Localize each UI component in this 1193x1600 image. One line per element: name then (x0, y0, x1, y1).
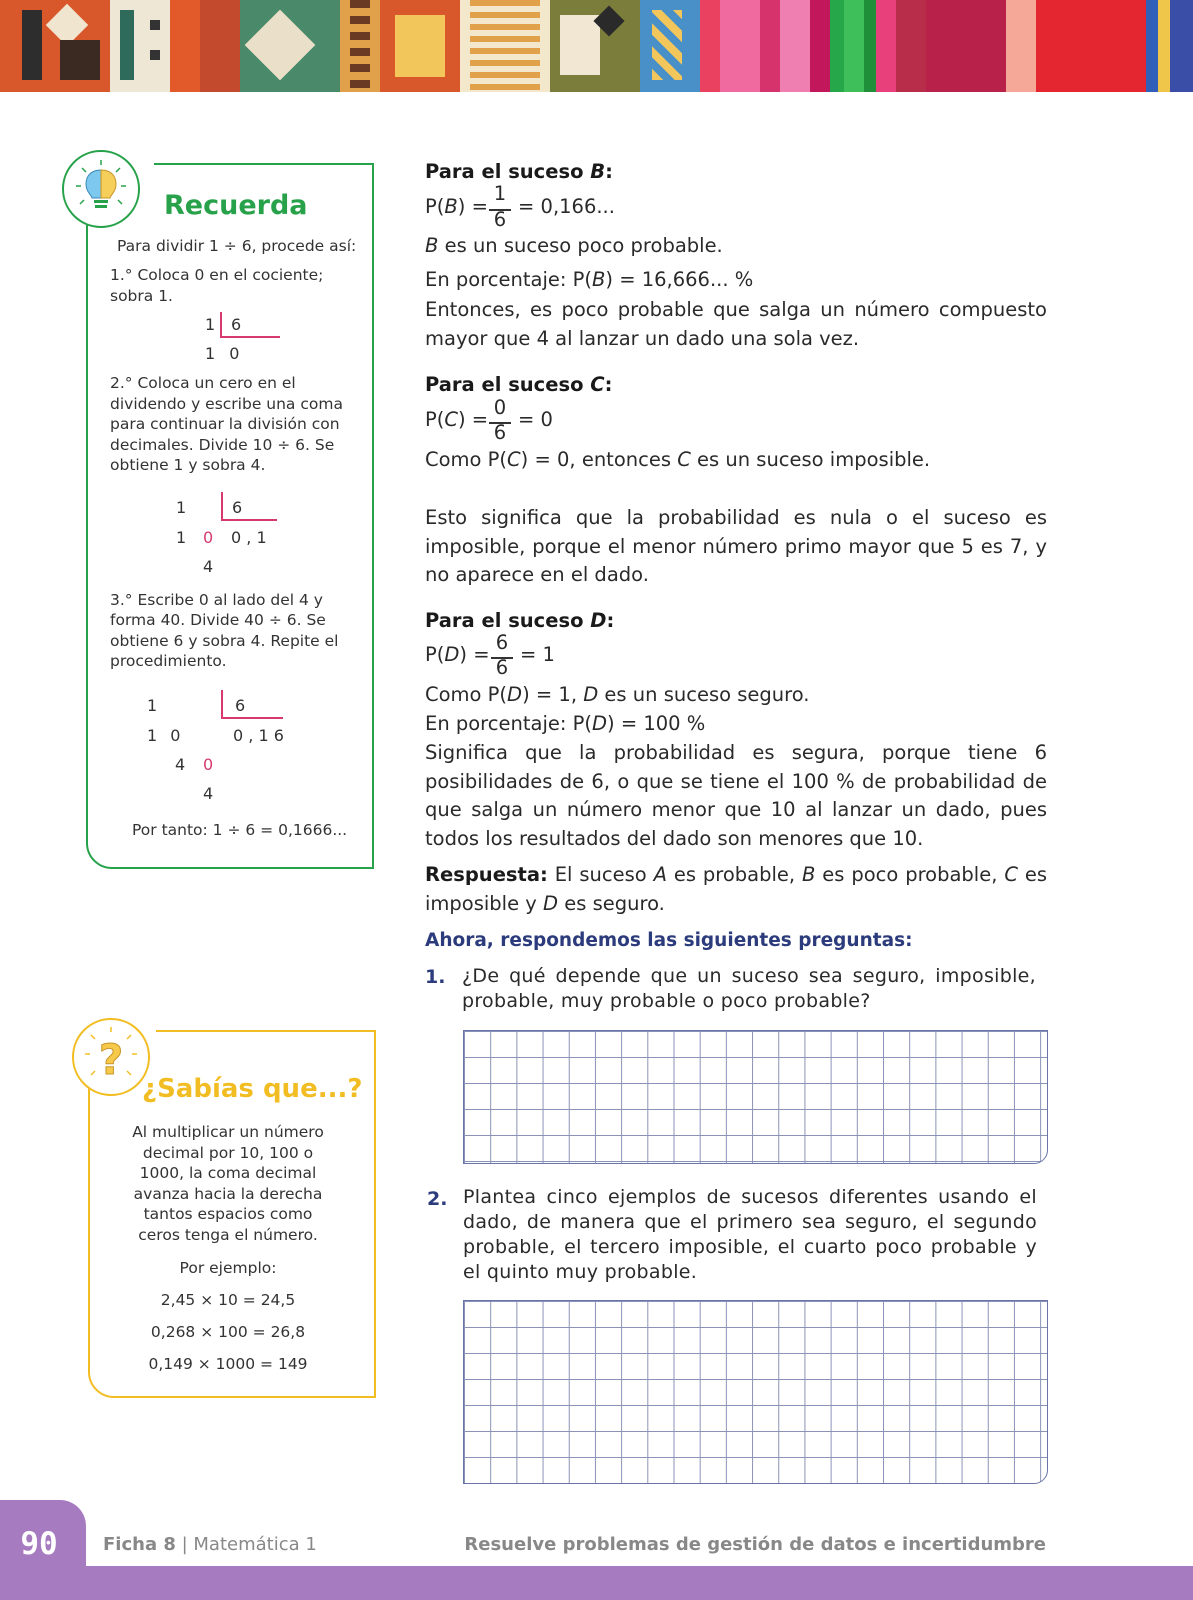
recuerda-step3-line4: procedimiento. (110, 652, 227, 670)
questions-heading: Ahora, respondemos las siguientes preguntas: (425, 930, 913, 951)
recuerda-step2-line3: para continuar la división con (110, 415, 340, 433)
recuerda-step1-line1: 1.° Coloca 0 en el cociente; (110, 266, 324, 284)
div2-quotient: 0 , 1 (231, 528, 267, 547)
recuerda-step3-line2: forma 40. Divide 40 ÷ 6. Se (110, 611, 326, 629)
brain-lightbulb-icon (64, 152, 138, 226)
div3-dividend: 1 (147, 696, 158, 715)
div3-remainder: 4 (203, 784, 214, 803)
sabias-line5: tantos espacios como (143, 1205, 313, 1223)
paragraph-c: Esto significa que la probabilidad es nula o el suceso es imposible, porque el menor número primo mayor que 5 es 7, y no aparece en el dado. (425, 506, 1047, 586)
formula-c-left: P(C) = (425, 408, 489, 431)
div2-divisor: 6 (232, 498, 243, 517)
svg-text:?: ? (98, 1035, 124, 1084)
sabias-line6: ceros tenga el número. (138, 1226, 318, 1244)
formula-b-left: P(B) = (425, 195, 488, 218)
recuerda-title: Recuerda (164, 190, 308, 221)
question-2-number: 2. (427, 1188, 448, 1210)
div1-divisor: 6 (231, 315, 242, 334)
sabias-line2: decimal por 10, 100 o (142, 1144, 314, 1162)
paragraph-b: Entonces, es poco probable que salga un número compuesto mayor que 4 al lanzar un dado una sola vez. (425, 298, 1047, 350)
footer-ficha: Ficha 8 | Matemática 1 (103, 1534, 317, 1555)
question-1-number: 1. (425, 966, 446, 988)
heading-suceso-c: Para el suceso C: (425, 373, 613, 396)
div1-dividend: 1 (205, 315, 216, 334)
recuerda-intro: Para dividir 1 ÷ 6, procede así: (117, 237, 357, 255)
div2-row2a: 1 (176, 528, 187, 547)
sabias-line1: Al multiplicar un número (132, 1123, 324, 1141)
div1-row2: 1 0 (205, 344, 240, 363)
formula-c-right: = 0 (518, 408, 553, 431)
sabias-example-3: 0,149 × 1000 = 149 (148, 1355, 308, 1373)
footer-section-title: Resuelve problemas de gestión de datos e incertidumbre (464, 1534, 1046, 1555)
sabias-example-2: 0,268 × 100 = 26,8 (150, 1323, 306, 1341)
recuerda-step2-line1: 2.° Coloca un cero en el (110, 374, 296, 392)
formula-c-denominator: 6 (493, 421, 507, 444)
formula-d-denominator: 6 (495, 656, 509, 679)
question-mark-icon (74, 1020, 148, 1094)
answer-grid-1[interactable] (463, 1030, 1048, 1164)
line-b-classification: B es un suceso poco probable. (425, 234, 723, 257)
sabias-example-label: Por ejemplo: (179, 1259, 277, 1277)
formula-b-denominator: 6 (493, 208, 507, 231)
sabias-title: ¿Sabías que...? (142, 1074, 363, 1104)
div2-dividend: 1 (176, 498, 187, 517)
sabias-example-1: 2,45 × 10 = 24,5 (160, 1291, 296, 1309)
sabias-line4: avanza hacia la derecha (133, 1185, 323, 1203)
answer-paragraph: Respuesta: El suceso A es probable, B es poco probable, C es imposible y D es seguro. (425, 863, 1047, 915)
heading-suceso-b: Para el suceso B: (425, 160, 613, 183)
answer-grid-2[interactable] (463, 1300, 1048, 1484)
recuerda-step1-line2: sobra 1. (110, 287, 173, 305)
div3-row2: 1 0 (147, 726, 181, 745)
div2-row2b: 0 (203, 528, 214, 547)
formula-c-numerator: 0 (493, 396, 507, 419)
div3-quotient: 0 , 1 6 (233, 726, 284, 745)
formula-d-left: P(D) = (425, 643, 490, 666)
line-d-conclusion: Como P(D) = 1, D es un suceso seguro. (425, 683, 810, 706)
recuerda-conclusion: Por tanto: 1 ÷ 6 = 0,1666... (132, 821, 348, 839)
heading-suceso-d: Para el suceso D: (425, 609, 615, 632)
recuerda-step2-line2: dividendo y escribe una coma (110, 395, 343, 413)
formula-d-right: = 1 (520, 643, 555, 666)
div3-row3b: 0 (203, 755, 214, 774)
question-2-text: Plantea cinco ejemplos de sucesos diferentes usando el dado, de manera que el primero sea seguro, el segundo probable, el tercero imposible, el cuarto poco probable y el quinto muy probable. (463, 1186, 1037, 1283)
question-1-text: ¿De qué depende que un suceso sea seguro, imposible, probable, muy probable o poco probable? (462, 965, 1036, 1012)
page-number: 90 (20, 1526, 58, 1562)
recuerda-step3-line3: obtiene 6 y sobra 4. Repite el (110, 632, 339, 650)
recuerda-step2-line4: decimales. Divide 10 ÷ 6. Se (110, 436, 335, 454)
sabias-icon-circle (72, 1018, 150, 1096)
recuerda-step2-line5: obtiene 1 y sobra 4. (110, 456, 266, 474)
formula-b-right: = 0,166... (518, 195, 615, 218)
decorative-banner (0, 0, 1193, 92)
line-b-percentage: En porcentaje: P(B) = 16,666... % (425, 268, 754, 291)
paragraph-d: Significa que la probabilidad es segura, porque tiene 6 posibilidades de 6, o que se tiene el 100 % de probabilidad de que salga un número menor que 10 al lanzar un dado, pues todos los resultados del dado son menores que 10. (425, 741, 1047, 850)
formula-b-numerator: 1 (493, 182, 507, 205)
recuerda-step3-line1: 3.° Escribe 0 al lado del 4 y (110, 591, 323, 609)
formula-d-numerator: 6 (495, 631, 509, 654)
line-d-percentage: En porcentaje: P(D) = 100 % (425, 712, 706, 735)
recuerda-icon-circle (62, 150, 140, 228)
footer-bar (0, 1566, 1193, 1600)
line-c-conclusion: Como P(C) = 0, entonces C es un suceso imposible. (425, 448, 931, 471)
sabias-line3: 1000, la coma decimal (139, 1164, 317, 1182)
div3-row3a: 4 (175, 755, 186, 774)
div2-remainder: 4 (203, 557, 214, 576)
div3-divisor: 6 (235, 696, 246, 715)
